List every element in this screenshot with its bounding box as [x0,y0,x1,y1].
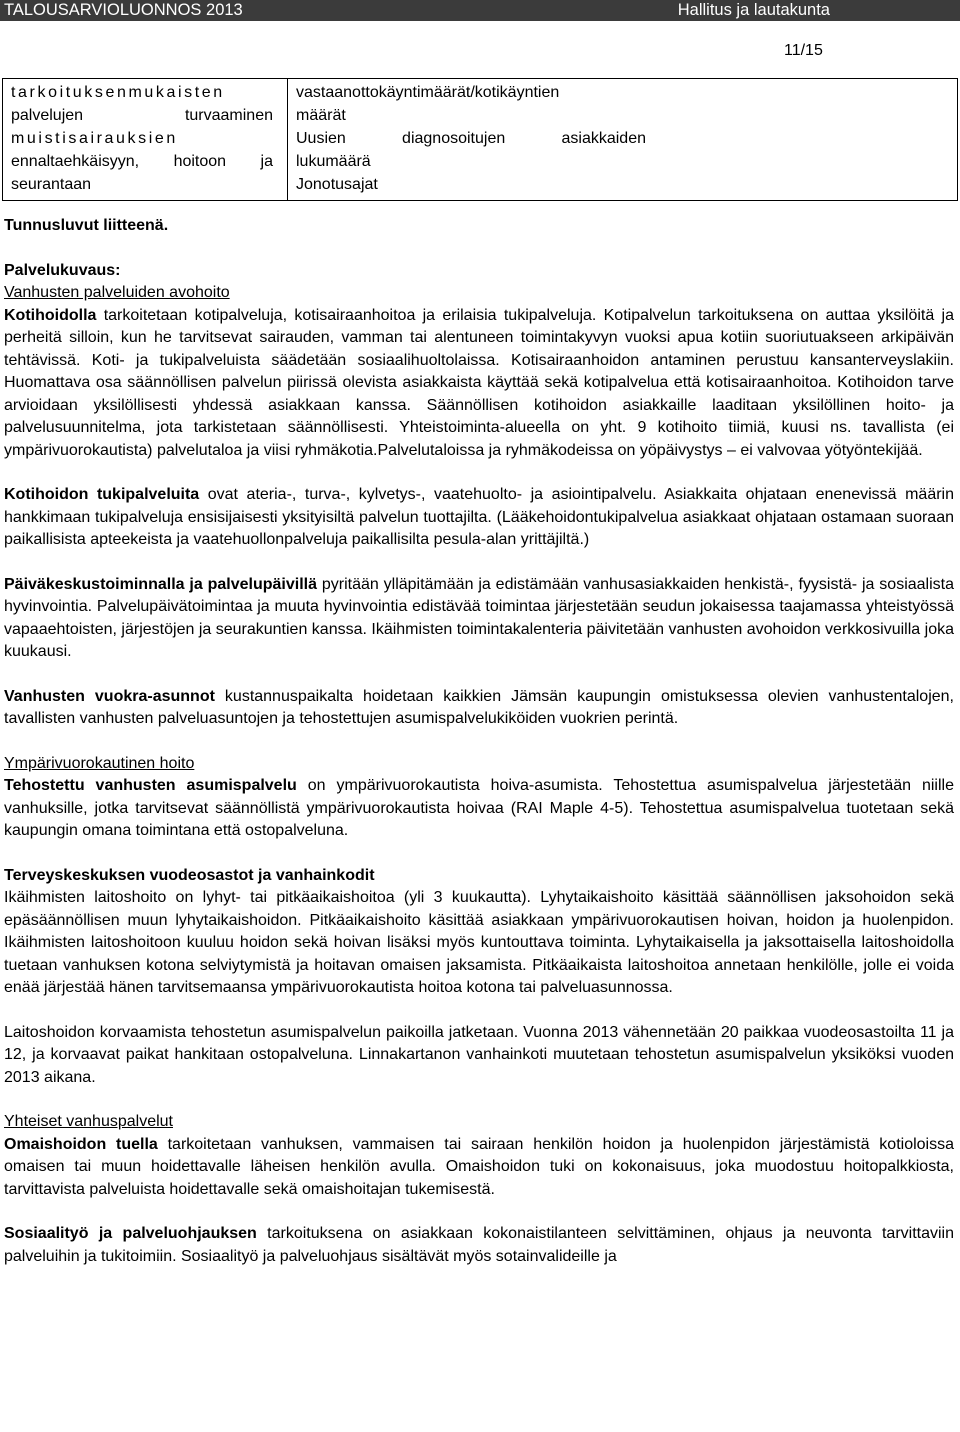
omaishoito-paragraph [4,1134,954,1202]
paivakeskus-lead: Päiväkeskustoiminnalla ja palvelupäivillä [4,575,317,593]
goal-table [2,78,958,201]
document-title: TALOUSARVIOLUONNOS 2013 [4,1,243,19]
vuodeosastot-heading: Terveyskeskuksen vuodeosastot ja vanhainkodit [4,866,375,884]
laitoshoito-paragraph: Laitoshoidon korvaamista tehostetun asumispalvelun paikoilla jatketaan. Vuonna 2013 vähennetään 20 paikkaa vuodeosastoilta 11 ja 12, ja korvaavat paikat hankitaan ostopalveluna. Linnakartanon vanhainkoti muutetaan tehostetun asumispalvelun yksiköksi vuoden 2013 aikana. [4,1023,954,1086]
sosiaalityo-lead: Sosiaalityö ja palveluohjauksen [4,1225,257,1242]
kotihoito-text2: Kotipalvelun tarkoituksena on auttaa yksilöitä ja perheitä silloin, kun he tarvitsevat sairauden, vamman tai alentuneen toimintakyvyn vuoksi apua kotiin suoriutuakseen arkipäivän tehtävissä. Koti- ja tukipalveluista säädetään sosiaalihuoltolaissa. Kotisairaanhoidon antaminen perustuu kansanterveyslakiin. Huomattava osa säännöllisen palvelun piirissä olevista asiakkaista käyttää sekä kotipalvelua että kotisairaanhoitoa. Kotihoidon tarve arvioidaan yksilöllisesti yhdessä asiakkaan kanssa. Säännöllisen kotihoidon asiakkaille laaditaan yksilöllinen hoito- ja palvelusuunnitelma, jota tarkistetaan säännöllisesti. Yhteistoiminta-alueella on yht. 9 kotihoito tiimiä, kuusi ns. tavallista (ei ympärivuorokautista) palvelutaloa ja viisi ryhmäkotia.Palvelutaloissa ja ryhmäkodeissa on yöpäivystys – ei valvovaa yötyöntekijää. [4,306,954,459]
page-number: 11/15 [784,42,823,59]
goal-line: seurantaan [11,176,92,193]
indicator-line: Uusien diagnosoitujen asiakkaiden [296,130,646,147]
omaishoito-lead: Omaishoidon tuella [4,1135,158,1153]
goal-line: palvelujen turvaaminen [11,107,273,124]
section-title: Hallitus ja lautakunta [677,1,830,19]
kotihoito-paragraph [4,305,954,463]
indicator-line: vastaanottokäyntimäärät/kotikäyntien [296,84,560,101]
yhteiset-heading: Yhteiset vanhuspalvelut [4,1113,173,1130]
avohoito-heading: Vanhusten palveluiden avohoito [4,284,230,301]
vuokra-text: kustannuspaikalta hoidetaan kaikkien Jämsän kaupungin omistuksessa olevien vanhustentalojen, tavallisten vanhusten palveluasuntojen ja tehostettujen asumispalvelukiköiden vuokrien perintä. [4,687,954,727]
indicator-line: Jonotusajat [296,176,378,193]
goal-line: tarkoituksenmukaisten [11,84,225,101]
paivakeskus-text: pyritään ylläpitämään ja edistämään vanhusasiakkaiden henkistä-, fyysistä- ja sosiaalista hyvinvointia. Palvelupäivätoimintaa ja muuta hyvinvointia edistävää toimintaa järjestetään seudun jokaisessa taajamassa yhteistyössä vapaaehtoisten, järjestöjen ja seurakuntien kanssa. Ikäihmisten toimintakalenteria päivitetään vanhusten avohoidon verkkosivuilla joka kuukausi. [4,575,955,660]
vuodeosastot-paragraph: Ikäihmisten laitoshoito on lyhyt- tai pitkäaikaishoitoa (yli 3 kuukautta). Lyhytaikaishoito käsittää säännöllisen jaksohoidon sekä epäsäännöllisen muun lyhytaikaishoidon. Pitkäaikaishoito käsittää asiakkaan ympärivuorokautisen hoivan, hoidon ja huolenpidon. Ikäihmisten laitoshoitoon kuuluu hoidon sekä hoivan lisäksi myös kuntouttava toiminta. Lyhytaikaisella ja jaksottaisella laitoshoidolla tuetaan vanhuksen kotona selviytymistä ja hoitavan omaisen jaksamista. Pitkäaikaista laitoshoitoa annetaan henkilölle, jolle ei voida enää järjestää hänen tarvitsemaansa ympärivuorokautista hoitoa kotona tai palveluasunnossa. [4,889,954,996]
indicator-cell [288,79,958,201]
document-header [0,0,960,21]
sosiaalityo-paragraph [4,1223,954,1268]
sosiaalityo-text: tarkoituksena on asiakkaan kokonaistilanteen selvittäminen, ohjaus ja neuvonta tarvittaviin palveluihin ja tukitoimiin. Sosiaalityö ja palveluohjaus sisältävät myös sotainvalideille ja [4,1225,954,1265]
goal-line: muistisairauksien [11,130,178,147]
goal-line: ennaltaehkäisyyn, hoitoon ja [11,153,273,170]
omaishoito-text: tarkoitetaan vanhuksen, vammaisen tai sairaan henkilön hoidon ja huolenpidon järjestämistä kotioloissa omaisen tai muun hoidettavalle läheisen henkilön avulla. Omaishoidon tuki on kokonaisuus, joka muodostuu hoitopalkkiosta, tarvittavista palveluista hoidettavalle sekä omaishoitajan tukemisestä. [4,1135,954,1198]
ymparivuoro-paragraph [4,775,954,843]
palvelukuvaus-label: Palvelukuvaus: [4,261,121,279]
table-row [3,79,958,201]
paivakeskus-paragraph [4,574,954,664]
kotihoito-text1: tarkoitetaan kotipalveluja, kotisairaanhoitoa ja erilaisia tukipalveluja. [96,306,597,324]
indicator-line: lukumäärä [296,153,371,170]
tukipalvelut-paragraph [4,484,954,552]
indicator-line: määrät [296,107,346,124]
ymparivuoro-lead: Tehostettu vanhusten asumispalvelu [4,777,297,794]
tukipalvelut-text: ovat ateria-, turva-, kylvetys-, vaatehuolto- ja asiointipalvelu. Asiakkaita ohjataan enenevissä määrin hankkimaan tukipalveluja ensisijaisesti yksityisiltä palvelun tuottajilta. (Lääkehoidontukipalvelua asiakkaat ohjataan ostamaan suoraan paikallisista apteekeista ja vaatehuollonpalveluja paikallisilta pesula-alan yrittäjiltä.) [4,486,955,548]
tunnusluvut-note: Tunnusluvut liitteenä. [4,217,169,234]
kotihoito-lead: Kotihoidolla [4,306,97,324]
vuokra-paragraph [4,686,954,731]
tukipalvelut-lead: Kotihoidon tukipalveluita [4,486,200,503]
ymparivuoro-heading: Ympärivuorokautinen hoito [4,754,195,772]
vuokra-lead: Vanhusten vuokra-asunnot [4,687,215,705]
document-body [4,215,954,1268]
ymparivuoro-text: on ympärivuorokautista hoiva-asumista. Tehostettua asumispalvelua järjestetään niille vanhuksille, jotka tarvitsevat säännöllistä ympärivuorokautista hoivaa (RAI Maple 4-5). Tehostettua asumispalvelua tuotetaan sekä kaupungin omana toimintana että ostopalveluna. [4,777,954,839]
goal-cell [3,79,288,201]
